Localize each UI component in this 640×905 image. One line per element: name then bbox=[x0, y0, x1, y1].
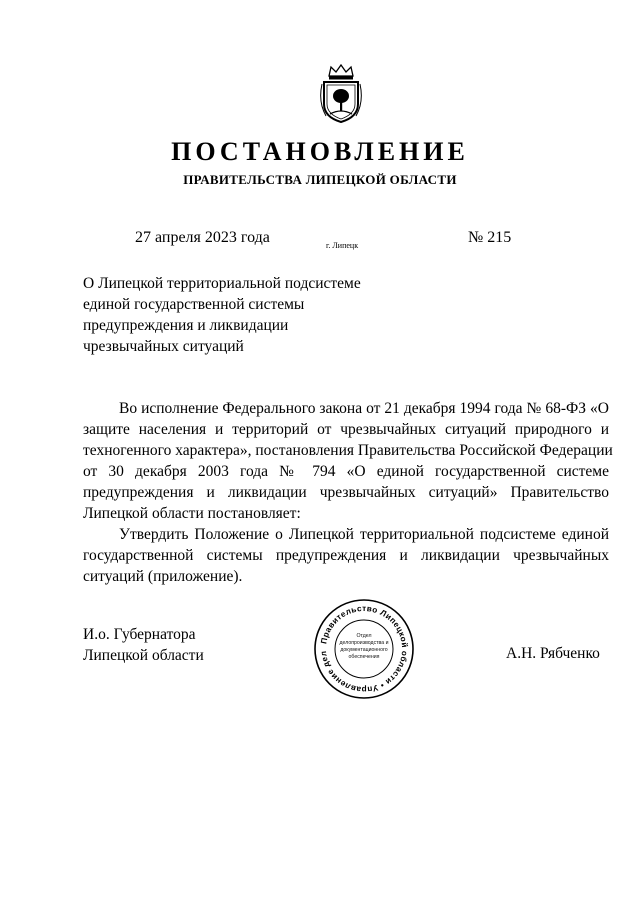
position-line: И.о. Губернатора bbox=[83, 626, 196, 643]
paragraph-line: Во исполнение Федерального закона от 21 декабря 1994 года № 68-ФЗ «О bbox=[119, 400, 609, 417]
document-date: 27 апреля 2023 года bbox=[135, 229, 270, 246]
paragraph-line: ситуаций (приложение). bbox=[83, 568, 243, 585]
signatory-name: А.Н. Рябченко bbox=[506, 645, 600, 662]
paragraph-line: государственной системы предупреждения и ликвидации чрезвычайных bbox=[83, 547, 609, 564]
paragraph-line: Утвердить Положение о Липецкой территориальной подсистеме единой bbox=[119, 526, 609, 543]
subject-line: чрезвычайных ситуаций bbox=[83, 338, 244, 355]
subject-line: О Липецкой территориальной подсистеме bbox=[83, 275, 361, 292]
position-line: Липецкой области bbox=[83, 647, 204, 664]
paragraph-line: предупреждения и ликвидации чрезвычайных ситуаций» Правительство bbox=[83, 484, 609, 501]
signatory-position bbox=[83, 624, 204, 666]
official-stamp bbox=[312, 597, 416, 701]
paragraph-line: техногенного характера», постановления Правительства Российской Федерации bbox=[83, 442, 613, 459]
document-subject bbox=[83, 273, 361, 357]
document-number: № 215 bbox=[468, 229, 512, 246]
subject-line: предупреждения и ликвидации bbox=[83, 317, 289, 334]
stamp-line: документационного bbox=[340, 647, 388, 653]
body-paragraph-1 bbox=[83, 398, 613, 524]
coat-of-arms-icon bbox=[318, 62, 364, 124]
paragraph-line: Липецкой области постановляет: bbox=[83, 505, 301, 522]
stamp-ring-text: Правительство Липецкой области • Управление дел bbox=[318, 603, 410, 695]
stamp-line: Отдел bbox=[356, 633, 372, 639]
stamp-line: делопроизводства и bbox=[339, 640, 389, 646]
stamp-center-text bbox=[334, 633, 394, 661]
paragraph-line: от 30 декабря 2003 года № 794 «О единой государственной системе bbox=[83, 463, 609, 480]
body-paragraph-2 bbox=[83, 524, 609, 587]
paragraph-line: защите населения и территорий от чрезвычайных ситуаций природного и bbox=[83, 421, 609, 438]
subject-line: единой государственной системы bbox=[83, 296, 305, 313]
document-title: ПОСТАНОВЛЕНИЕ bbox=[171, 137, 469, 166]
stamp-line: обеспечения bbox=[348, 654, 380, 660]
document-subtitle: ПРАВИТЕЛЬСТВА ЛИПЕЦКОЙ ОБЛАСТИ bbox=[183, 172, 457, 187]
document-city: г. Липецк bbox=[326, 241, 359, 250]
